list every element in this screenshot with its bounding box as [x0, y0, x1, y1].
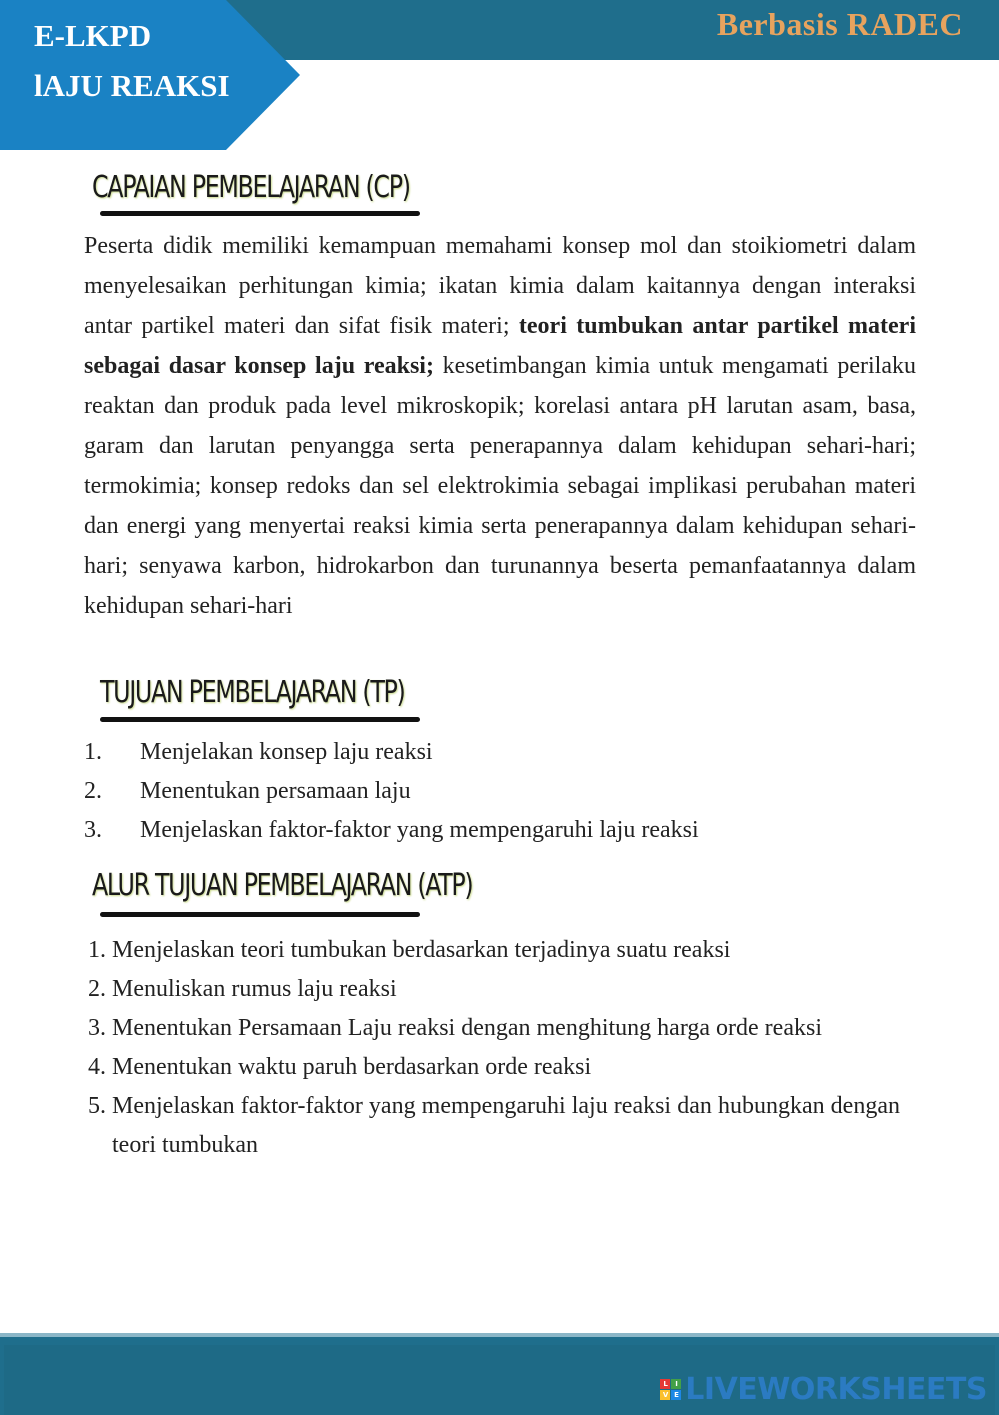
logo-square-l: L: [660, 1379, 670, 1389]
tp-heading-underline: [100, 717, 420, 722]
list-text: Menjelaskan faktor-faktor yang mempengaruhi laju reaksi dan hubungkan dengan teori tumbukan: [112, 1093, 900, 1158]
atp-list: [88, 931, 900, 1165]
cp-text-part1: Peserta didik memiliki kemampuan memahami konsep mol dan stoikiometri dalam menyelesaikan perhitungan kimia; ikatan kimia dalam kaitannya dengan interaksi antar partikel materi dan sifat fisik materi;: [84, 233, 916, 339]
list-item: [88, 970, 900, 1009]
atp-heading: ALUR TUJUAN PEMBELAJARAN (ATP): [92, 868, 473, 903]
list-number: 3.: [84, 817, 102, 843]
list-number: 5.: [88, 1093, 106, 1119]
liveworksheets-text: LIVEWORKSHEETS: [685, 1372, 987, 1407]
atp-heading-underline: [100, 912, 420, 917]
list-text: Menjelaskan teori tumbukan berdasarkan terjadinya suatu reaksi: [112, 937, 731, 963]
list-item: [84, 811, 914, 850]
list-item: [84, 733, 914, 772]
logo-square-i: I: [671, 1379, 681, 1389]
cp-text-bold: teori tumbukan antar partikel materi sebagai dasar konsep laju reaksi;: [84, 313, 916, 379]
list-text: Menentukan Persamaan Laju reaksi dengan menghitung harga orde reaksi: [112, 1015, 822, 1041]
cp-heading-underline: [100, 211, 420, 216]
cp-paragraph: [84, 226, 916, 626]
brand-tag: Berbasis RADEC: [716, 6, 963, 42]
list-text: Menentukan waktu paruh berdasarkan orde reaksi: [112, 1054, 592, 1080]
list-number: 1.: [88, 937, 106, 963]
list-item: [88, 1048, 900, 1087]
list-item: [84, 772, 914, 811]
list-number: 2.: [88, 976, 106, 1002]
list-number: 2.: [84, 778, 102, 804]
list-item: [88, 1087, 900, 1165]
list-item: [88, 931, 900, 970]
logo-square-v: V: [660, 1390, 670, 1400]
list-text: Menuliskan rumus laju reaksi: [112, 976, 397, 1002]
logo-square-e: E: [671, 1390, 681, 1400]
document-subtitle: lAJU REAKSI: [34, 68, 230, 103]
list-text: Menentukan persamaan laju: [140, 778, 411, 804]
cp-text-part2: kesetimbangan kimia untuk mengamati perilaku reaktan dan produk pada level mikroskopik; korelasi antara pH larutan asam, basa, garam dan larutan penyangga serta penerapannya dalam kehidupan sehari-hari; termokimia; konsep redoks dan sel elektrokimia sebagai implikasi perubahan materi dan energi yang menyertai reaksi kimia serta penerapannya dalam kehidupan sehari-hari; senyawa karbon, hidrokarbon dan turunannya beserta pemanfaatannya dalam kehidupan sehari-hari: [84, 353, 916, 619]
liveworksheets-icon: [660, 1379, 681, 1400]
list-number: 4.: [88, 1054, 106, 1080]
tp-heading: TUJUAN PEMBELAJARAN (TP): [100, 675, 405, 710]
list-item: [88, 1009, 900, 1048]
liveworksheets-logo[interactable]: [660, 1372, 987, 1407]
list-number: 3.: [88, 1015, 106, 1041]
list-number: 1.: [84, 739, 102, 765]
list-text: Menjelaskan faktor-faktor yang mempengaruhi laju reaksi: [140, 817, 699, 843]
document-title: E-LKPD: [34, 18, 152, 53]
list-text: Menjelakan konsep laju reaksi: [140, 739, 433, 765]
cp-heading: CAPAIAN PEMBELAJARAN (CP): [92, 170, 410, 205]
tp-list: [84, 733, 914, 850]
